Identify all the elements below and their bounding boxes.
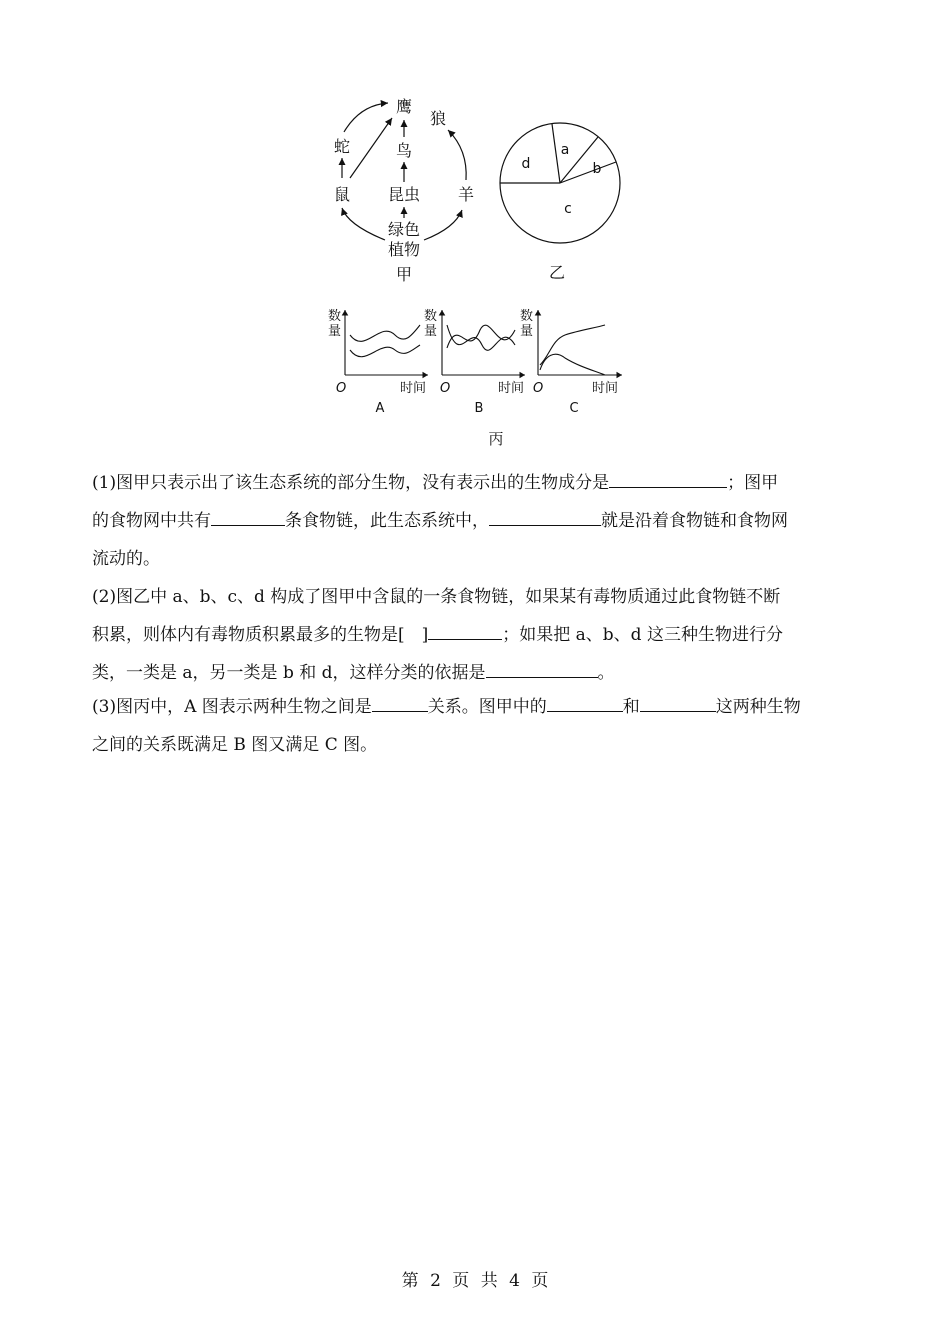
chart-b-origin: O — [440, 381, 451, 396]
q1-blank-2[interactable] — [211, 509, 285, 526]
pie-label-c: c — [564, 201, 572, 217]
chart-c-origin: O — [533, 381, 544, 396]
pie-label-d: d — [521, 156, 531, 172]
node-wolf: 狼 — [429, 109, 447, 128]
chart-c — [520, 308, 622, 416]
chart-c-label: C — [569, 401, 579, 416]
q2-text-a: (2)图乙中 a、b、c、d 构成了图甲中含鼠的一条食物链，如果某有毒物质通过此食物链不断 — [92, 587, 781, 607]
q1-blank-3[interactable] — [489, 509, 601, 526]
question-2-line-3 — [92, 658, 860, 683]
q3-blank-1[interactable] — [372, 695, 428, 712]
q2-text-d: 类，一类是 a，另一类是 b 和 d，这样分类的依据是 — [92, 663, 486, 683]
q3-blank-2[interactable] — [547, 695, 623, 712]
caption-jia: 甲 — [395, 265, 413, 284]
node-sheep: 羊 — [457, 185, 475, 204]
q2-text-e: 。 — [597, 663, 615, 683]
q3-text-b: 关系。图甲中的 — [427, 697, 547, 717]
chart-a-xlabel: 时间 — [400, 381, 427, 396]
node-snake: 蛇 — [333, 137, 351, 156]
pie-label-b: b — [592, 161, 602, 177]
q1-text-a: (1)图甲只表示出了该生态系统的部分生物，没有表示出的生物成分是 — [92, 473, 610, 493]
question-1-line-3 — [92, 544, 860, 569]
q3-text-e: 之间的关系既满足 B 图又满足 C 图。 — [92, 735, 378, 755]
chart-a-origin: O — [336, 381, 347, 396]
caption-bing: 丙 — [488, 430, 504, 448]
caption-yi: 乙 — [548, 263, 566, 282]
pie-figure — [495, 118, 635, 288]
q2-text-b: 积累，则体内有毒物质积累最多的生物是[ ] — [92, 625, 429, 645]
question-2-line-2 — [92, 620, 860, 645]
node-mouse: 鼠 — [333, 185, 351, 204]
chart-c-xlabel: 时间 — [592, 381, 619, 396]
q3-text-c: 和 — [622, 697, 640, 717]
chart-c-curve-2 — [540, 354, 605, 375]
chart-b-ylabel-2: 量 — [424, 324, 438, 339]
q1-text-b: ；图甲 — [727, 473, 779, 493]
q1-text-e: 就是沿着食物链和食物网 — [601, 511, 788, 531]
arrow-mouse-eagle — [350, 118, 392, 178]
pie-divider-top — [552, 124, 560, 183]
q2-blank-2[interactable] — [486, 661, 598, 678]
chart-c-curve-1 — [540, 325, 605, 365]
node-bird: 鸟 — [395, 141, 413, 160]
chart-a-curve-2 — [350, 345, 420, 357]
chart-b-ylabel-1: 数 — [424, 309, 438, 324]
arrow-plant-sheep — [424, 210, 462, 240]
q3-blank-3[interactable] — [640, 695, 716, 712]
question-3-line-1 — [92, 692, 860, 717]
chart-b — [424, 308, 525, 416]
arrow-snake-eagle — [344, 103, 388, 132]
arrow-plant-mouse — [342, 208, 385, 240]
question-1-line-2 — [92, 506, 860, 531]
question-1-line-1 — [92, 468, 860, 493]
q1-blank-1[interactable] — [609, 471, 727, 488]
q3-text-d: 这两种生物 — [715, 697, 801, 717]
question-2-line-1 — [92, 582, 860, 607]
chart-c-ylabel-2: 量 — [520, 324, 534, 339]
node-eagle: 鹰 — [395, 97, 413, 116]
chart-c-ylabel-1: 数 — [520, 309, 534, 324]
q2-blank-1[interactable] — [428, 623, 502, 640]
chart-a — [328, 308, 428, 416]
population-charts-figure — [320, 300, 640, 450]
node-plant-line2: 植物 — [387, 240, 421, 259]
q3-text-a: (3)图丙中，A 图表示两种生物之间是 — [92, 697, 372, 717]
chart-b-label: B — [474, 401, 484, 416]
q1-text-d: 条食物链，此生态系统中， — [285, 511, 489, 531]
q2-text-c: ；如果把 a、b、d 这三种生物进行分 — [502, 625, 783, 645]
node-insect: 昆虫 — [387, 185, 421, 204]
food-web-figure — [320, 90, 490, 290]
pie-label-a: a — [560, 142, 570, 158]
chart-a-label: A — [375, 401, 385, 416]
q1-text-f: 流动的。 — [92, 549, 160, 569]
chart-a-curve-1 — [350, 325, 420, 341]
node-plant-line1: 绿色 — [387, 220, 421, 239]
arrow-sheep-wolf — [448, 130, 466, 180]
chart-a-ylabel-1: 数 — [328, 309, 342, 324]
chart-a-ylabel-2: 量 — [328, 324, 342, 339]
question-3-line-2 — [92, 730, 860, 755]
q1-text-c: 的食物网中共有 — [92, 511, 211, 531]
page-footer: 第 2 页 共 4 页 — [401, 1271, 549, 1291]
chart-b-xlabel: 时间 — [498, 381, 525, 396]
